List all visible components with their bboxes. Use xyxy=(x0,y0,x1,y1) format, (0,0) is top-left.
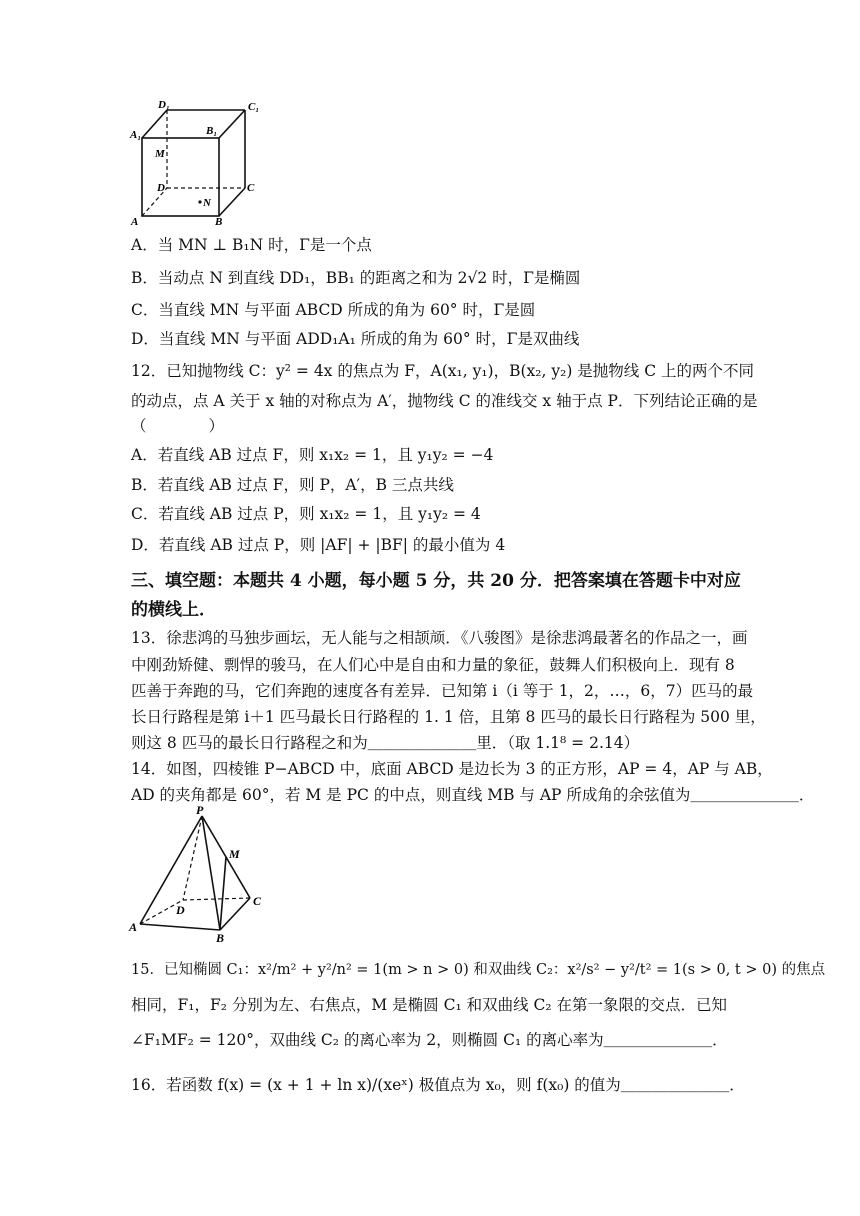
q13-line-3: 匹善于奔跑的马，它们奔跑的速度各有差异．已知第 i（i 等于 1，2，…，6，7）匹马的最 xyxy=(131,682,754,700)
q12-stem-2: 的动点，点 A 关于 x 轴的对称点为 A′，抛物线 C 的准线交 x 轴于点 P．下列结论正确的是 xyxy=(131,392,758,410)
q15-line-2: 相同，F₁，F₂ 分别为左、右焦点，M 是椭圆 C₁ 和双曲线 C₂ 在第一象限的交点．已知 xyxy=(131,996,728,1014)
cube-label-D1: D₁ xyxy=(158,99,170,111)
q14-line-1: 14．如图，四棱锥 P−ABCD 中，底面 ABCD 是边长为 3 的正方形，AP = 4，AP 与 AB， xyxy=(131,760,773,778)
section3-heading-line2: 的横线上． xyxy=(131,600,216,620)
q11-option-c: C．当直线 MN 与平面 ABCD 所成的角为 60° 时，Γ是圆 xyxy=(131,301,536,319)
cube-label-B: B xyxy=(215,216,223,226)
pyramid-label-C: C xyxy=(253,894,262,908)
q12-stem-1: 12．已知抛物线 C：y² = 4x 的焦点为 F，A(x₁, y₁)，B(x₂, y₂) 是抛物线 C 上的两个不同 xyxy=(131,362,755,380)
q12-option-c: C．若直线 AB 过点 P，则 x₁x₂ = 1，且 y₁y₂ = 4 xyxy=(131,505,481,523)
pyramid-figure xyxy=(128,803,278,943)
q13-line-4: 长日行路程是第 i＋1 匹马最长日行路程的 1. 1 倍，且第 8 匹马的最长日行路程为 500 里， xyxy=(131,708,766,726)
q11-option-b: B．当动点 N 到直线 DD₁，BB₁ 的距离之和为 2√2 时，Γ是椭圆 xyxy=(131,269,581,287)
cube-figure xyxy=(128,96,268,226)
q15-line-1: 15．已知椭圆 C₁：x²/m² + y²/n² = 1(m > n > 0) 和双曲线 C₂：x²/s² − y²/t² = 1(s > 0, t > 0) 的焦点 xyxy=(131,962,826,978)
cube-label-C1: C₁ xyxy=(248,101,260,113)
cube-label-A1: A₁ xyxy=(130,129,142,141)
q11-option-d: D．当直线 MN 与平面 ADD₁A₁ 所成的角为 60° 时，Γ是双曲线 xyxy=(131,330,580,348)
pyramid-label-A: A xyxy=(129,920,138,934)
q13-line-1: 13．徐悲鸿的马独步画坛，无人能与之相颉颃．《八骏图》是徐悲鸿最著名的作品之一，画 xyxy=(131,629,748,647)
pyramid-label-M: M xyxy=(229,847,240,861)
q11-option-a: A．当 MN ⊥ B₁N 时，Γ是一个点 xyxy=(131,236,372,254)
cube-label-B1: B₁ xyxy=(206,125,218,137)
cube-label-C: C xyxy=(247,182,255,194)
cube-label-A: A xyxy=(131,216,139,226)
cube-label-D: D xyxy=(157,182,165,194)
cube-label-M: M xyxy=(155,148,165,160)
q13-line-2: 中刚劲矫健、剽悍的骏马，在人们心中是自由和力量的象征，鼓舞人们积极向上．现有 8 xyxy=(131,656,735,674)
q14-line-2: AD 的夹角都是 60°，若 M 是 PC 的中点，则直线 MB 与 AP 所成角的余弦值为＿＿＿＿＿＿＿． xyxy=(131,786,815,804)
q16-line: 16．若函数 f(x) = (x + 1 + ln x)/(xeˣ) 极值点为 x₀，则 f(x₀) 的值为＿＿＿＿＿＿＿． xyxy=(131,1076,745,1094)
pyramid-label-D: D xyxy=(176,903,185,917)
q12-stem-3: （ ） xyxy=(131,417,225,435)
q15-line-3: ∠F₁MF₂ = 120°，双曲线 C₂ 的离心率为 2，则椭圆 C₁ 的离心率为＿＿＿＿＿＿＿． xyxy=(131,1031,728,1049)
cube-label-N: N xyxy=(203,197,211,209)
pyramid-label-P: P xyxy=(196,803,204,817)
q12-option-a: A．若直线 AB 过点 F，则 x₁x₂ = 1，且 y₁y₂ = −4 xyxy=(131,446,494,464)
pyramid-label-B: B xyxy=(216,931,225,943)
q13-line-5: 则这 8 匹马的最长日行路程之和为＿＿＿＿＿＿＿里．（取 1.1⁸ = 2.14） xyxy=(131,734,640,752)
q12-option-b: B．若直线 AB 过点 F，则 P，A′，B 三点共线 xyxy=(131,476,454,494)
q12-option-d: D．若直线 AB 过点 P，则 |AF| + |BF| 的最小值为 4 xyxy=(131,536,506,554)
section3-heading-line1: 三、填空题：本题共 4 小题，每小题 5 分，共 20 分．把答案填在答题卡中对应 xyxy=(131,571,741,591)
